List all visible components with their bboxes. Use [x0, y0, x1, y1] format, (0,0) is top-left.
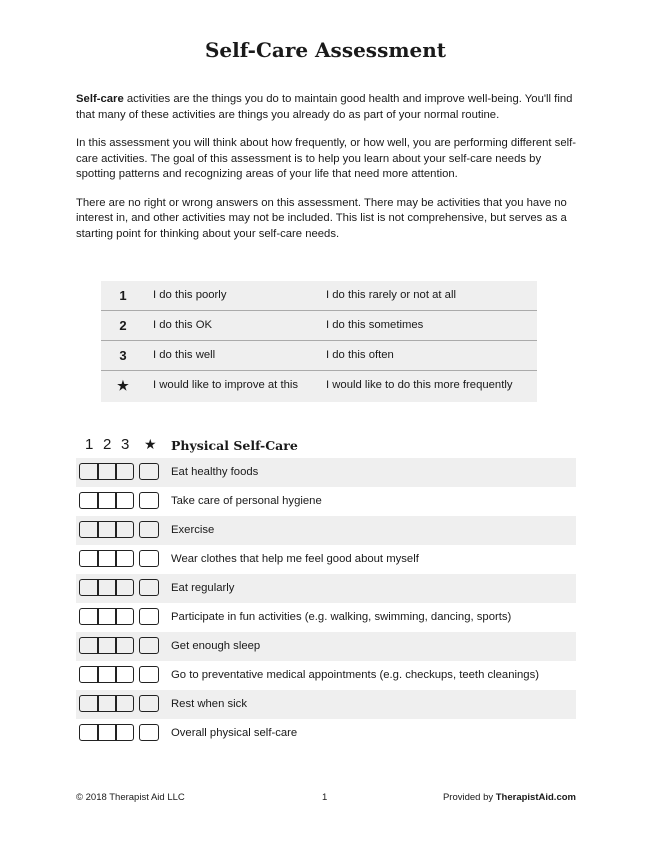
rating-checkboxes[interactable] [79, 463, 134, 480]
key-frequency: I would like to do this more frequently [326, 379, 513, 391]
list-item [76, 661, 576, 690]
intro-paragraph-3: There are no right or wrong answers on this assessment. There may be activities that you have no interest in, and other activities may not be included. This list is not comprehensive, but serves as a starting point for thinking about your self-care needs. [76, 196, 567, 240]
improve-checkbox[interactable] [139, 608, 159, 625]
list-item [76, 545, 576, 574]
list-item [76, 719, 576, 748]
key-description: I do this poorly [153, 289, 227, 301]
key-row [101, 341, 537, 371]
rating-checkboxes[interactable] [79, 666, 134, 683]
improve-checkbox[interactable] [139, 492, 159, 509]
key-description: I do this OK [153, 319, 213, 331]
rating-checkboxes[interactable] [79, 608, 134, 625]
column-header-2: 2 [103, 436, 112, 453]
copyright-text: © 2018 Therapist Aid LLC [76, 792, 185, 803]
provider-site-link[interactable]: TherapistAid.com [495, 792, 576, 803]
improve-checkbox[interactable] [139, 724, 159, 741]
item-label: Rest when sick [171, 698, 247, 710]
list-item [76, 574, 576, 603]
rating-checkboxes[interactable] [79, 724, 134, 741]
improve-checkbox[interactable] [139, 695, 159, 712]
assessment-list [76, 458, 576, 748]
page-title: Self-Care Assessment [204, 38, 446, 62]
item-label: Get enough sleep [171, 640, 261, 652]
key-frequency: I do this rarely or not at all [326, 289, 456, 301]
intro-paragraph-1 [76, 92, 578, 123]
item-label: Eat healthy foods [171, 466, 259, 478]
self-care-bold: Self-care [76, 93, 124, 105]
improve-checkbox[interactable] [139, 637, 159, 654]
column-header-3: 3 [121, 436, 130, 453]
item-label: Exercise [171, 524, 215, 536]
item-label: Wear clothes that help me feel good about myself [171, 553, 419, 565]
key-frequency: I do this sometimes [326, 319, 424, 331]
column-header-star-icon: ★ [144, 436, 157, 452]
star-icon: ★ [117, 378, 129, 393]
section-title: Physical Self-Care [171, 438, 298, 453]
list-item [76, 632, 576, 661]
key-row [101, 281, 537, 311]
key-number: 2 [119, 318, 127, 333]
list-item [76, 458, 576, 487]
item-label: Go to preventative medical appointments (e.g. checkups, teeth cleanings) [171, 669, 539, 681]
item-label: Eat regularly [171, 582, 235, 594]
key-description: I do this well [153, 349, 216, 361]
key-frequency: I do this often [326, 349, 394, 361]
intro-paragraph-2: In this assessment you will think about how frequently, or how well, you are performing different self-care activities. The goal of this assessment is to help you learn about your self-care needs by spotting patterns and recognizing areas of your life that need more attention. [76, 137, 577, 180]
key-row [101, 311, 537, 341]
rating-checkboxes[interactable] [79, 550, 134, 567]
list-item [76, 690, 576, 719]
provided-by [443, 792, 576, 803]
key-row [101, 371, 537, 402]
provided-by-prefix: Provided by [442, 792, 496, 803]
page-number: 1 [322, 792, 328, 803]
intro-p1-rest: activities are the things you do to maintain good health and improve well-being. You'll find that many of these activities are things you already do as part of your normal routine. [76, 93, 573, 121]
item-label: Overall physical self-care [171, 727, 298, 739]
item-label: Take care of personal hygiene [171, 495, 322, 507]
list-item [76, 487, 576, 516]
rating-key-table [101, 281, 537, 402]
key-number: 3 [119, 348, 127, 363]
key-number: 1 [119, 288, 127, 303]
section-header [76, 436, 576, 456]
rating-checkboxes[interactable] [79, 695, 134, 712]
improve-checkbox[interactable] [139, 579, 159, 596]
intro-text [76, 92, 578, 255]
list-item [76, 603, 576, 632]
rating-checkboxes[interactable] [79, 492, 134, 509]
improve-checkbox[interactable] [139, 463, 159, 480]
item-label: Participate in fun activities (e.g. walking, swimming, dancing, sports) [171, 611, 512, 623]
improve-checkbox[interactable] [139, 521, 159, 538]
key-description: I would like to improve at this [153, 379, 299, 391]
list-item [76, 516, 576, 545]
improve-checkbox[interactable] [139, 550, 159, 567]
rating-checkboxes[interactable] [79, 579, 134, 596]
rating-checkboxes[interactable] [79, 637, 134, 654]
rating-checkboxes[interactable] [79, 521, 134, 538]
improve-checkbox[interactable] [139, 666, 159, 683]
column-header-1: 1 [85, 436, 94, 453]
